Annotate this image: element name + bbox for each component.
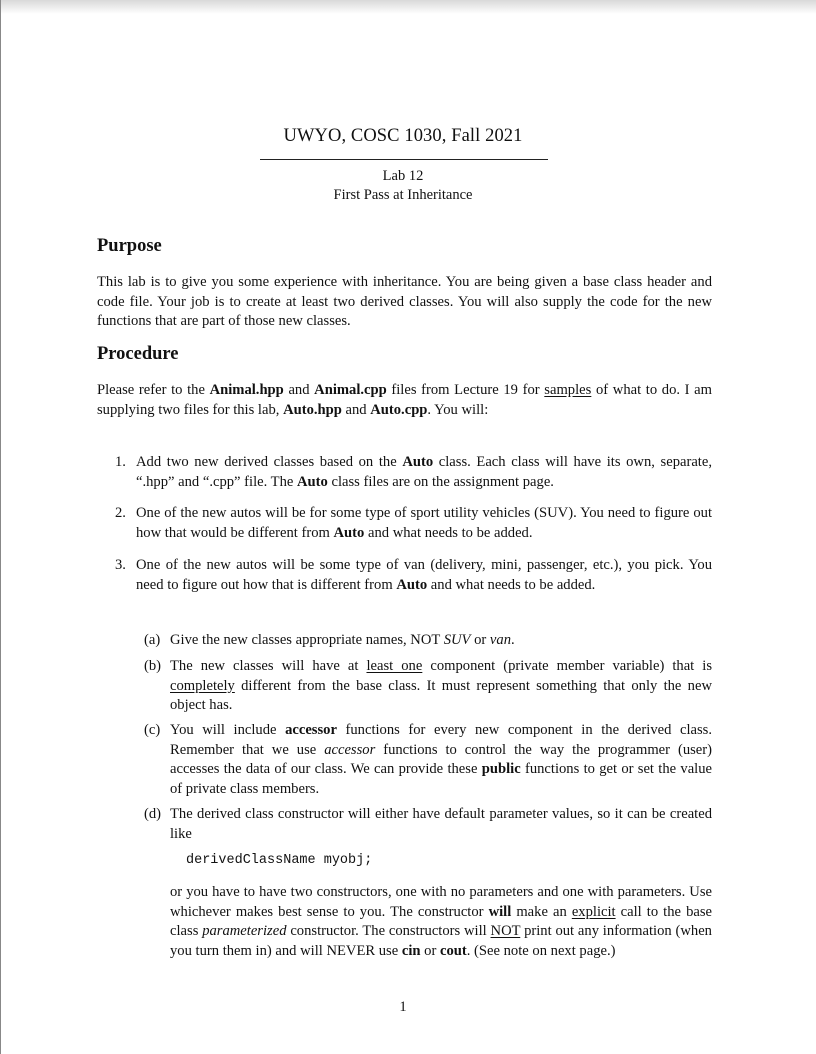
list-number: 3.	[115, 557, 126, 573]
intro-text: and	[341, 401, 371, 418]
italic-term: van	[489, 632, 511, 648]
list-number: 1.	[115, 454, 126, 470]
document-title: UWYO, COSC 1030, Fall 2021	[283, 126, 523, 146]
procedure-heading: Procedure	[97, 344, 179, 364]
bold-term: will	[488, 903, 512, 920]
text: or	[470, 632, 490, 648]
list-item-2	[97, 504, 712, 543]
text: Add two new derived classes based on the	[136, 454, 403, 470]
text: and what needs to be added.	[427, 576, 596, 593]
bold-term: Auto	[297, 473, 328, 490]
purpose-heading: Purpose	[97, 236, 162, 256]
sublist-item-a	[141, 631, 712, 651]
intro-text: of what to do. I am supplying two files for this lab,	[97, 382, 713, 418]
text: functions to control the way the programmer (user) accesses the data of our class. We can provide these	[170, 741, 712, 777]
list-item-text	[136, 556, 712, 595]
lab-number: Lab 12	[382, 168, 424, 184]
text: class. Each class will have its own, separate, “.hpp” and “.cpp” file. The	[136, 454, 712, 490]
italic-term: accessor	[324, 741, 376, 758]
underlined-term: explicit	[571, 903, 616, 920]
lab-subtitle: First Pass at Inheritance	[333, 187, 473, 203]
list-item-1	[97, 453, 712, 492]
intro-file-auto-cpp: Auto.cpp	[370, 401, 428, 418]
text: and what needs to be added.	[364, 524, 533, 541]
code-sample: derivedClassName myobj;	[186, 853, 373, 868]
sublist-item-c	[141, 721, 712, 799]
text: . (See note on next page.)	[466, 942, 616, 959]
text: functions to get or set the value of private class members.	[170, 761, 712, 797]
underlined-term: completely	[170, 677, 235, 694]
bold-term: public	[481, 761, 521, 777]
list-item-3	[97, 556, 712, 595]
text: The new classes will have at	[170, 658, 367, 674]
intro-text: and	[283, 382, 315, 398]
bold-term: cin	[401, 942, 421, 959]
page-number: 1	[399, 999, 407, 1015]
text: different from the base class. It must represent something that only the new object has.	[170, 677, 712, 713]
italic-term: SUV	[443, 632, 471, 648]
text: class files are on the assignment page.	[327, 473, 554, 490]
intro-text: files from Lecture 19 for	[386, 382, 545, 398]
text: One of the new autos will be for some type of sport utility vehicles (SUV). You need to figure out how that would be different from	[136, 505, 712, 541]
text: make an	[511, 903, 572, 920]
sublist-text: The derived class constructor will either have default parameter values, so it can be created like	[170, 806, 712, 842]
text: You will include	[170, 722, 286, 738]
title-rule	[260, 159, 548, 160]
intro-file-auto-hpp: Auto.hpp	[283, 401, 342, 418]
intro-text: Please refer to the	[97, 382, 210, 398]
sublist-item-d-continued	[141, 883, 712, 961]
underlined-term: NOT	[490, 923, 521, 939]
list-item-text	[136, 453, 712, 492]
text: Give the new classes appropriate names, NOT	[170, 632, 444, 648]
text: or you have to have two constructors, one with no parameters and one with parameters. Use whichever makes best sense to you. The constructor	[170, 884, 712, 920]
list-item-text	[136, 504, 712, 543]
sublist-text	[170, 657, 712, 716]
sublist-label: (a)	[144, 632, 161, 648]
bold-term: Auto	[333, 524, 365, 541]
sublist-text	[170, 631, 712, 651]
bold-term: Auto	[396, 576, 428, 593]
sublist-item-d	[141, 805, 712, 844]
text: One of the new autos will be some type of van (delivery, mini, passenger, etc.), you pick. You need to figure out how that is different from	[136, 557, 712, 593]
italic-term: parameterized	[202, 923, 287, 939]
list-number: 2.	[115, 505, 126, 521]
bold-term: Auto	[402, 454, 434, 470]
sublist-text	[170, 721, 712, 799]
purpose-paragraph: This lab is to give you some experience with inheritance. You are being given a base class header and code file. Your job is to create at least two derived classes. You will also supply the code for the new functions that are part of those new classes.	[97, 274, 712, 329]
text: or	[420, 942, 440, 959]
procedure-intro	[97, 381, 712, 420]
intro-file-animal-cpp: Animal.cpp	[314, 382, 387, 398]
sublist-item-b	[141, 657, 712, 716]
underlined-term: least one	[366, 658, 423, 674]
sublist-text	[170, 883, 712, 961]
text: functions for every new component in the derived class. Remember that we use	[170, 722, 712, 758]
sublist-label: (b)	[144, 658, 162, 674]
sublist-label: (c)	[144, 722, 161, 738]
text: .	[511, 632, 515, 648]
text: component (private member variable) that is	[422, 658, 712, 674]
sublist-label: (d)	[144, 806, 162, 822]
text: print out any information (when you turn them in) and will NEVER use	[170, 923, 712, 959]
text: call to the base class	[170, 903, 712, 939]
intro-file-animal-hpp: Animal.hpp	[209, 382, 284, 398]
intro-underline-samples: samples	[544, 382, 592, 398]
text: constructor. The constructors will	[286, 923, 491, 939]
bold-term: accessor	[285, 722, 337, 738]
bold-term: cout	[439, 942, 467, 959]
intro-text: . You will:	[427, 401, 489, 418]
